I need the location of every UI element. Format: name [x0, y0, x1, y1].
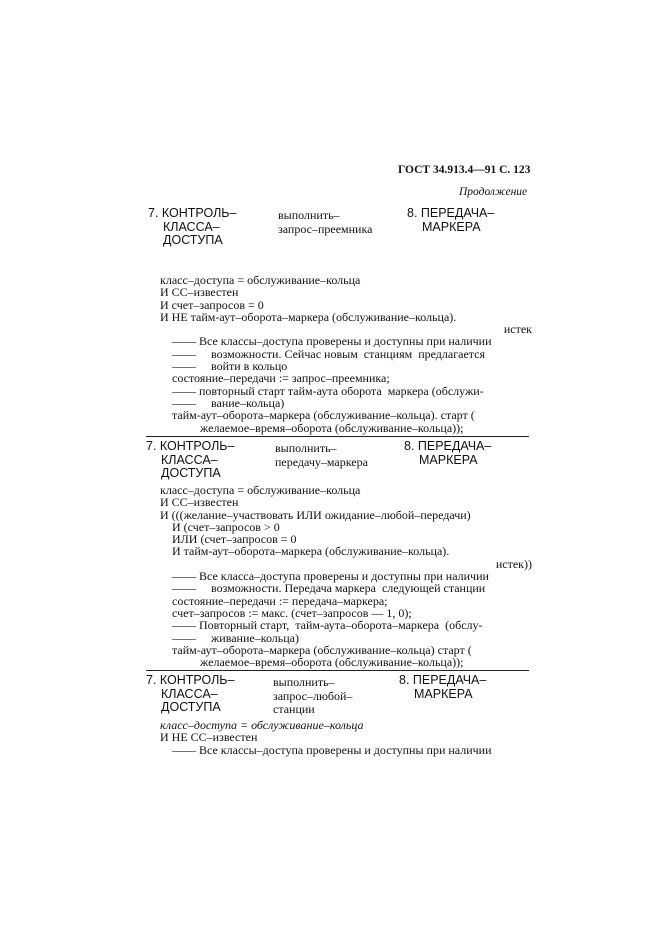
- to-state: 8. ПЕРЕДАЧА– МАРКЕРА: [404, 439, 492, 467]
- standard-header: ГОСТ 34.913.4—91 С. 123: [398, 164, 531, 176]
- block-body: класс–доступа = обслуживание–кольца И СС–известен И счет–запросов = 0 И НЕ тайм-аут–оборота–маркера (обслуживание–кольца). истек —— Все классы–доступа проверены и доступны при наличии —— возможности. Сейчас новым станциям предлагается —— войти в кольцо состояние–передачи := запрос–преемника; —— повторный старт тайм-аута оборота маркера (обслужи- —— вание–кольца) тайм-аут–оборота–маркера (обслуживание–кольца). старт ( желаемое–время–оборота (обслуживание–кольца));: [160, 273, 532, 435]
- from-state: 7. КОНТРОЛЬ– КЛАССА– ДОСТУПА: [146, 439, 235, 480]
- to-state: 8. ПЕРЕДАЧА– МАРКЕРА: [399, 673, 487, 701]
- from-state: 7. КОНТРОЛЬ– КЛАССА– ДОСТУПА: [148, 206, 237, 247]
- from-state: 7. КОНТРОЛЬ– КЛАССА– ДОСТУПА: [146, 673, 235, 714]
- action: выполнить– запрос–преемника: [278, 208, 373, 236]
- action: выполнить– запрос–любой– станции: [273, 675, 353, 716]
- to-state: 8. ПЕРЕДАЧА– МАРКЕРА: [407, 206, 495, 234]
- continuation-label: Продолжение: [459, 186, 528, 198]
- block-body: класс–доступа = обслуживание–кольца И НЕ СС–известен —— Все классы–доступа проверены и доступны при наличии: [160, 718, 492, 757]
- block-body: класс–доступа = обслуживание–кольца И СС–известен И (((желание–участвовать ИЛИ ожидание–любой–передачи) И (счет–запросов > 0 ИЛИ (счет–запросов = 0 И тайм-аут–оборота–маркера (обслуживание–кольца). истек)) —— Все класса–доступа проверены и доступны при наличии —— возможности. Передача маркера следующей станции состояние–передачи := передача–маркера; счет–запросов := макс. (счет–запросов — 1, 0); —— Повторный старт, тайм-аута–оборота–маркера (обслу- —— живание–кольца) тайм-аут–оборота–маркера (обслуживание–кольца) старт ( желаемое–время–оборота (обслуживание–кольца));: [160, 483, 532, 670]
- action: выполнить– передачу–маркера: [275, 441, 368, 469]
- divider: [146, 436, 529, 437]
- divider: [146, 670, 529, 671]
